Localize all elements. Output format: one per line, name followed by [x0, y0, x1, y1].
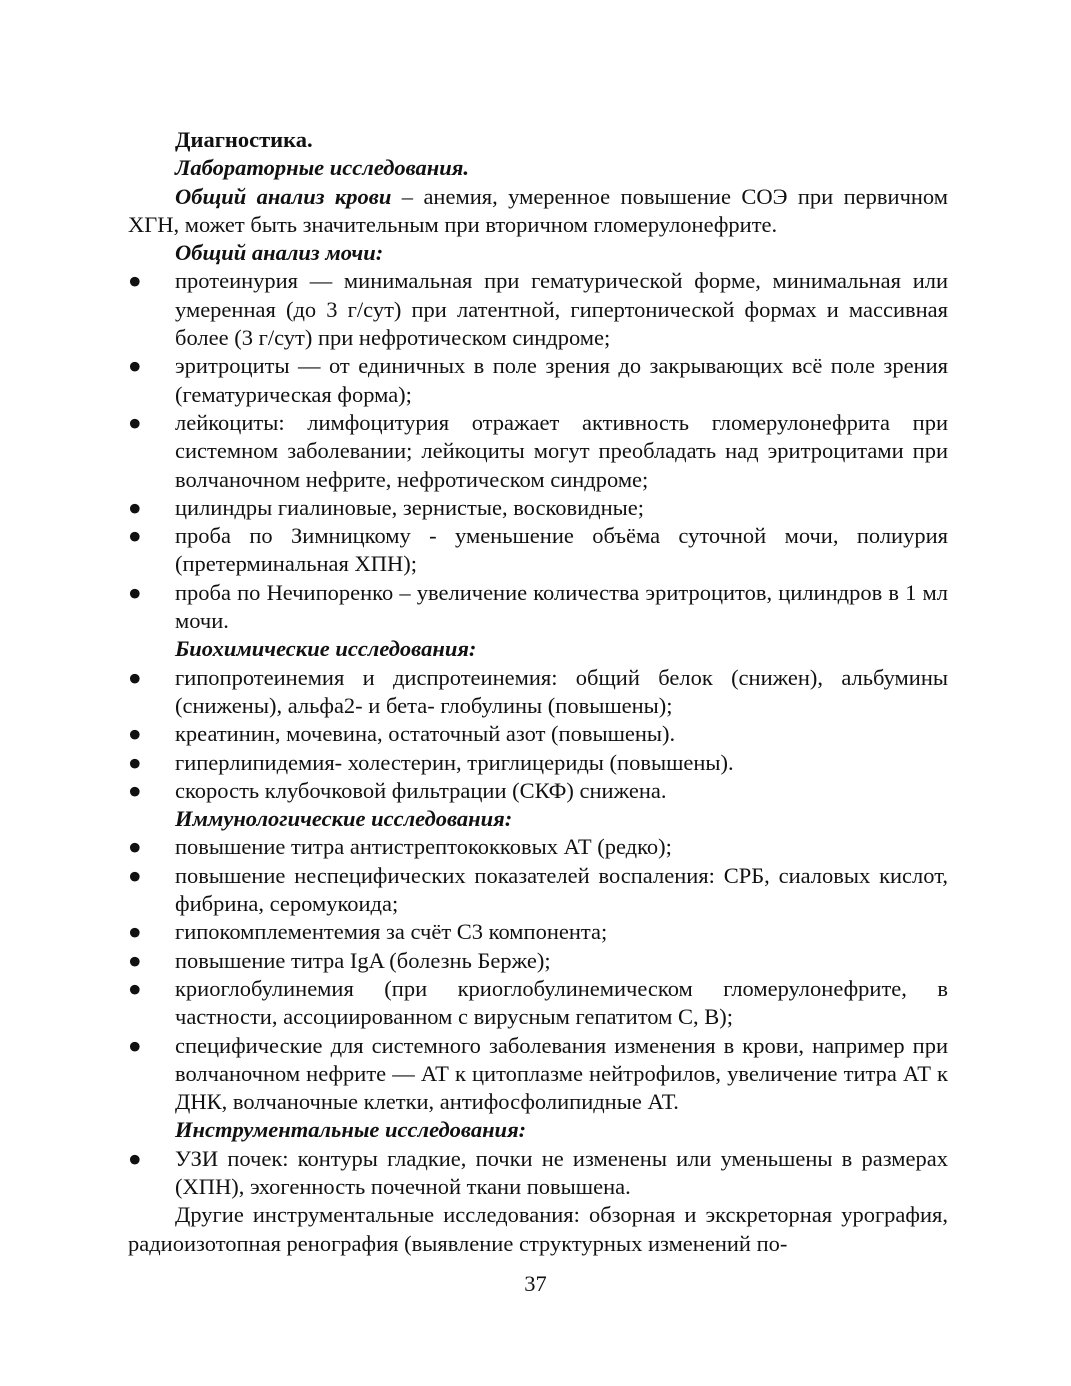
- bullet-icon: ●: [128, 834, 142, 860]
- bullet-icon: ●: [128, 353, 142, 379]
- heading-instrumental: Инструментальные исследования:: [175, 1117, 527, 1143]
- list-item: ● креатинин, мочевина, остаточный азот (повышены).: [128, 720, 948, 748]
- bullet-icon: ●: [128, 579, 142, 605]
- heading-immunology: Иммунологические исследования:: [175, 806, 513, 832]
- heading-urine-test: Общий анализ мочи:: [175, 240, 384, 266]
- list-item: ● проба по Нечипоренко – увеличение количества эритроцитов, цилиндров в 1 мл мочи.: [128, 579, 948, 634]
- bullet-icon: ●: [128, 409, 142, 435]
- page-number: 37: [524, 1271, 547, 1296]
- list-urine-test: [128, 267, 948, 635]
- bullet-icon: ●: [128, 777, 142, 803]
- heading-diagnostics: Диагностика.: [175, 127, 313, 152]
- bullet-icon: ●: [128, 1145, 142, 1171]
- heading-lab-tests: Лабораторные исследования.: [175, 155, 470, 181]
- list-item: ● криоглобулинемия (при криоглобулинемическом гломерулонефрите, в частности, ассоциированном с вирусным гепатитом С, В);: [128, 975, 948, 1030]
- bullet-icon: ●: [128, 268, 142, 294]
- bullet-icon: ●: [128, 1032, 142, 1058]
- bullet-icon: ●: [128, 523, 142, 549]
- list-item: ● протеинурия — минимальная при гематурической форме, минимальная или умеренная (до 3 г/сут) при латентной, гипертонической формах и массивная более (3 г/сут) при нефротическом синдроме;: [128, 268, 948, 351]
- list-instrumental: [128, 1145, 948, 1202]
- list-item: ● УЗИ почек: контуры гладкие, почки не изменены или уменьшены в размерах (ХПН), эхогенность почечной ткани повышена.: [128, 1145, 948, 1199]
- bullet-icon: ●: [128, 975, 142, 1001]
- list-item: ● цилиндры гиалиновые, зернистые, восковидные;: [128, 494, 948, 522]
- list-item: ● проба по Зимницкому - уменьшение объёма суточной мочи, полиурия (претерминальная ХПН);: [128, 523, 948, 577]
- bullet-icon: ●: [128, 721, 142, 747]
- list-item: ● гиперлипидемия- холестерин, триглицериды (повышены).: [128, 749, 948, 777]
- blood-test-text: – анемия, умеренное повышение СОЭ при первичном ХГН, может быть значительным при вторичном гломерулонефрите.: [128, 183, 948, 237]
- list-item: ● повышение неспецифических показателей воспаления: СРБ, сиаловых кислот, фибрина, серомукоида;: [128, 862, 948, 917]
- page-content: [128, 126, 948, 1258]
- list-item: ● скорость клубочковой фильтрации (СКФ) снижена.: [128, 777, 948, 805]
- list-item: ● гипопротеинемия и диспротеинемия: общий белок (снижен), альбумины (снижены), альфа2- и бета- глобулины (повышены);: [128, 664, 948, 718]
- list-item: ● повышение титра антистрептококковых АТ (редко);: [128, 833, 948, 861]
- bullet-icon: ●: [128, 947, 142, 973]
- bullet-icon: ●: [128, 494, 142, 520]
- paragraph-other-instrumental: Другие инструментальные исследования: обзорная и экскреторная урография, радиоизотопная ренография (выявление структурных изменений по-: [128, 1202, 948, 1256]
- list-biochemistry: [128, 664, 948, 805]
- bullet-icon: ●: [128, 749, 142, 775]
- paragraph-blood-test: [128, 183, 948, 240]
- list-item: ● эритроциты — от единичных в поле зрения до закрывающих всё поле зрения (гематурическая форма);: [128, 353, 948, 407]
- list-item: ● специфические для системного заболевания изменения в крови, например при волчаночном нефрите — АТ к цитоплазме нейтрофилов, увеличение титра АТ к ДНК, волчаночные клетки, антифосфолипидные АТ.: [128, 1032, 948, 1115]
- heading-biochemistry: Биохимические исследования:: [175, 636, 477, 662]
- list-item: ● лейкоциты: лимфоцитурия отражает активность гломерулонефрита при системном заболевании; лейкоциты могут преобладать над эритроцитами при волчаночном нефрите, нефротическом синдроме;: [128, 409, 948, 492]
- blood-test-lead: Общий анализ крови: [175, 183, 392, 209]
- list-item: ● гипокомплементемия за счёт С3 компонента;: [128, 918, 948, 946]
- bullet-icon: ●: [128, 919, 142, 945]
- list-immunology: [128, 833, 948, 1116]
- bullet-icon: ●: [128, 664, 142, 690]
- bullet-icon: ●: [128, 862, 142, 888]
- list-item: ● повышение титра IgA (болезнь Берже);: [128, 947, 948, 975]
